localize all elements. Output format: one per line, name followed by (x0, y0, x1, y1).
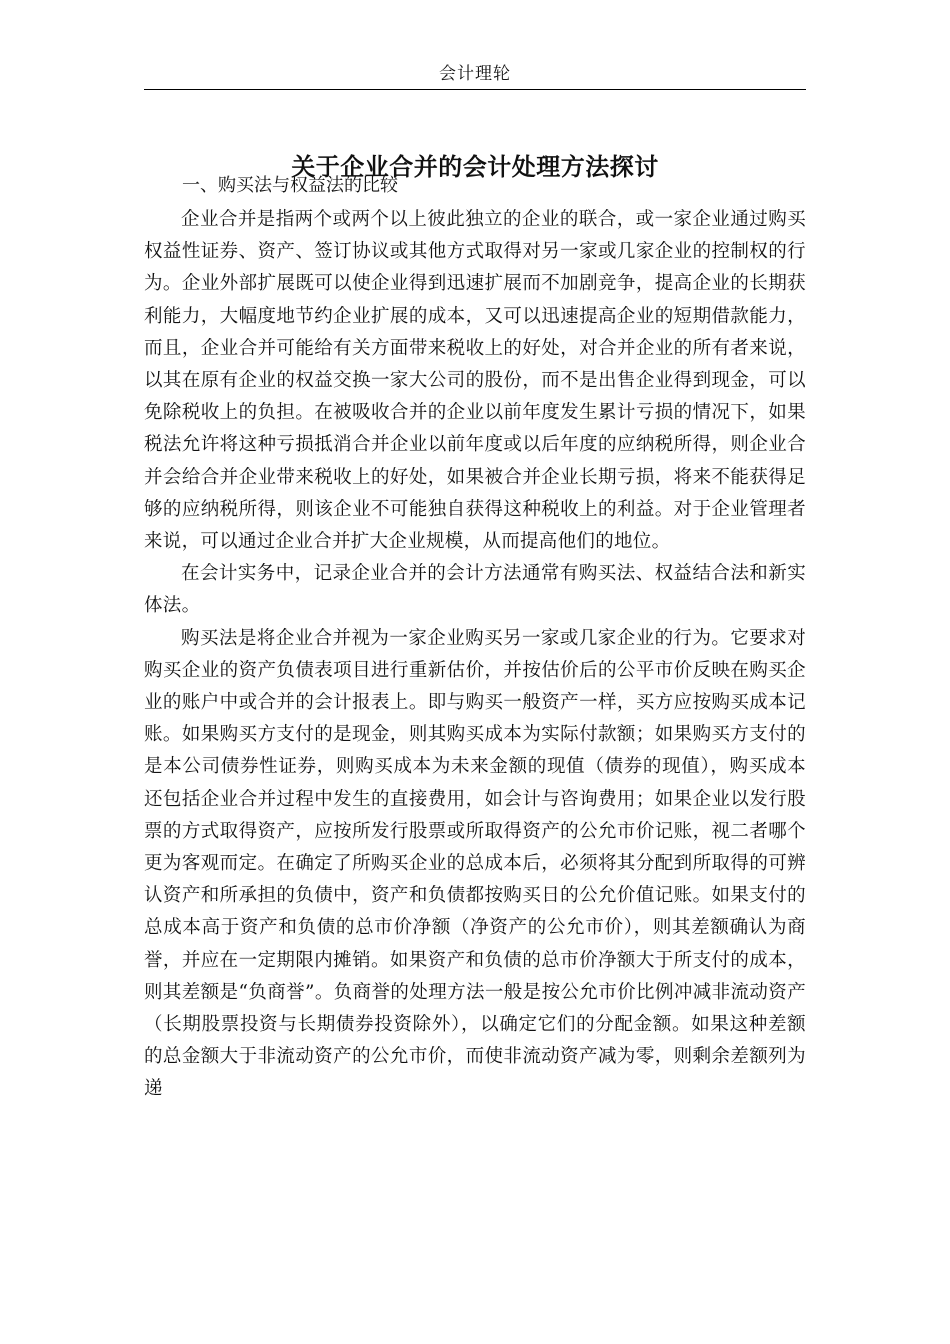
paragraph-2: 在会计实务中，记录企业合并的会计方法通常有购买法、权益结合法和新实体法。 (144, 563, 806, 617)
paragraph-3: 购买法是将企业合并视为一家企业购买另一家或几家企业的行为。它要求对购买企业的资产负债表项目进行重新估价，并按估价后的公平市价反映在购买企业的账户中或合并的会计报表上。即与购买一般资产一样，买方应按购买成本记账。如果购买方支付的是现金，则其购买成本为实际付款额；如果购买方支付的是本公司债券性证券，则购买成本为未来金额的现值（债券的现值），购买成本还包括企业合并过程中发生的直接费用，如会计与咨询费用；如果企业以发行股票的方式取得资产，应按所发行股票或所取得资产的公允市价记账，视二者哪个更为客观而定。在确定了所购买企业的总成本后，必须将其分配到所取得的可辨认资产和所承担的负债中，资产和负债都按购买日的公允价值记账。如果支付的总成本高于资产和负债的总市价净额（净资产的公允市价），则其差额确认为商誉，并应在一定期限内摊销。如果资产和负债的总市价净额大于所支付的成本，则其差额是“负商誉”。负商誉的处理方法一般是按公允市价比例冲减非流动资产（长期股票投资与长期债券投资除外），以确定它们的分配金额。如果这种差额的总金额大于非流动资产的公允市价，而使非流动资产减为零，则剩余差额列为递 (144, 627, 806, 1100)
running-header: 会计理轮 (439, 64, 511, 84)
document-title: 关于企业合并的会计处理方法探讨 (291, 152, 659, 182)
document-body (144, 204, 806, 1106)
header-rule (144, 89, 806, 90)
section-heading: 一、购买法与权益法的比较 (182, 175, 398, 196)
paragraph-1: 企业合并是指两个或两个以上彼此独立的企业的联合，或一家企业通过购买权益性证券、资产、签订协议或其他方式取得对另一家或几家企业的控制权的行为。企业外部扩展既可以使企业得到迅速扩展而不加剧竞争，提高企业的长期获利能力，大幅度地节约企业扩展的成本，又可以迅速提高企业的短期借款能力，而且，企业合并可能给有关方面带来税收上的好处，对合并企业的所有者来说，以其在原有企业的权益交换一家大公司的股份，而不是出售企业得到现金，可以免除税收上的负担。在被吸收合并的企业以前年度发生累计亏损的情况下，如果税法允许将这种亏损抵消合并企业以前年度或以后年度的应纳税所得，则企业合并会给合并企业带来税收上的好处，如果被合并企业长期亏损，将来不能获得足够的应纳税所得，则该企业不可能独自获得这种税收上的利益。对于企业管理者来说，可以通过企业合并扩大企业规模，从而提高他们的地位。 (144, 209, 806, 553)
